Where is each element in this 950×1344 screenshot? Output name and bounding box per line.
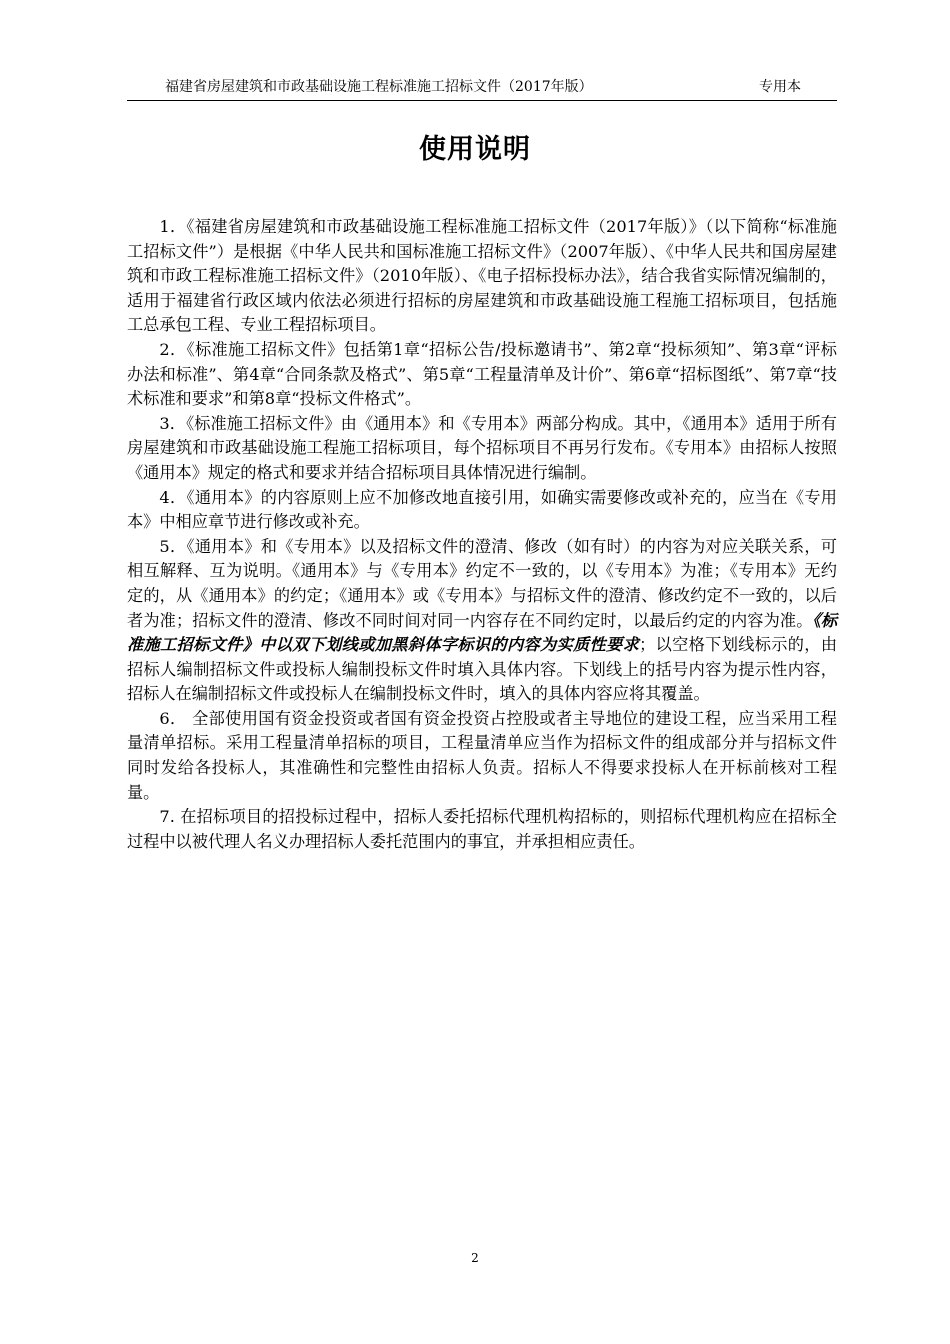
paragraph-4: 4．《通用本》的内容原则上应不加修改地直接引用，如确实需要修改或补充的，应当在《专用本》中相应章节进行修改或补充。 xyxy=(127,487,837,532)
paragraph-5 xyxy=(127,535,837,707)
paragraph-5-text-before: 5．《通用本》和《专用本》以及招标文件的澄清、修改（如有时）的内容为对应关联关系，可相互解释、互为说明。《通用本》与《专用本》约定不一致的，以《专用本》为准；《专用本》无约定的，从《通用本》的约定；《通用本》或《专用本》与招标文件的澄清、修改约定不一致的，以后者为准；招标文件的澄清、修改不同时间对同一内容存在不同约定时，以最后约定的内容为准。 xyxy=(127,536,837,630)
header-title: 福建省房屋建筑和市政基础设施工程标准施工招标文件（2017年版） xyxy=(165,79,593,95)
page-number: 2 xyxy=(471,1251,479,1265)
page-header xyxy=(127,78,837,101)
paragraph-5-text-after: ；以空格下划线标示的，由招标人编制招标文件或投标人编制投标文件时填入具体内容。下划线上的括号内容为提示性内容，招标人在编制招标文件或投标人在编制投标文件时，填入的具体内容应将其覆盖。 xyxy=(127,635,838,704)
paragraph-7: 7. 在招标项目的招投标过程中，招标人委托招标代理机构招标的，则招标代理机构应在招标全过程中以被代理人名义办理招标人委托范围内的事宜，并承担相应责任。 xyxy=(127,807,837,851)
paragraph-6: 6． 全部使用国有资金投资或者国有资金投资占控股或者主导地位的建设工程，应当采用工程量清单招标。采用工程量清单招标的项目，工程量清单应当作为招标文件的组成部分并与招标文件同时发给各投标人，其准确性和完整性由招标人负责。招标人不得要求投标人在开标前核对工程量。 xyxy=(127,708,837,802)
header-edition: 专用本 xyxy=(759,79,801,95)
paragraph-5-emphasis: 《标准施工招标文件》中以双下划线或加黑斜体字标识的内容为实质性要求 xyxy=(127,610,838,655)
paragraph-3: 3．《标准施工招标文件》由《通用本》和《专用本》两部分构成。其中，《通用本》适用于所有房屋建筑和市政基础设施工程施工招标项目，每个招标项目不再另行发布。《专用本》由招标人按照《通用本》规定的格式和要求并结合招标项目具体情况进行编制。 xyxy=(127,413,837,482)
page-title: 使用说明 xyxy=(419,134,531,165)
paragraph-1: 1．《福建省房屋建筑和市政基础设施工程标准施工招标文件（2017年版）》（以下简称“标准施工招标文件”）是根据《中华人民共和国标准施工招标文件》（2007年版）、《中华人民共和国房屋建筑和市政工程标准施工招标文件》（2010年版）、《电子招标投标办法》，结合我省实际情况编制的，适用于福建省行政区域内依法必须进行招标的房屋建筑和市政基础设施工程施工招标项目，包括施工总承包工程、专业工程招标项目。 xyxy=(127,217,837,335)
document-body xyxy=(127,215,837,854)
paragraph-2: 2．《标准施工招标文件》包括第1章“招标公告/投标邀请书”、第2章“投标须知”、第3章“评标办法和标准”、第4章“合同条款及格式”、第5章“工程量清单及计价”、第6章“招标图纸”、第7章“技术标准和要求”和第8章“投标文件格式”。 xyxy=(127,339,837,409)
